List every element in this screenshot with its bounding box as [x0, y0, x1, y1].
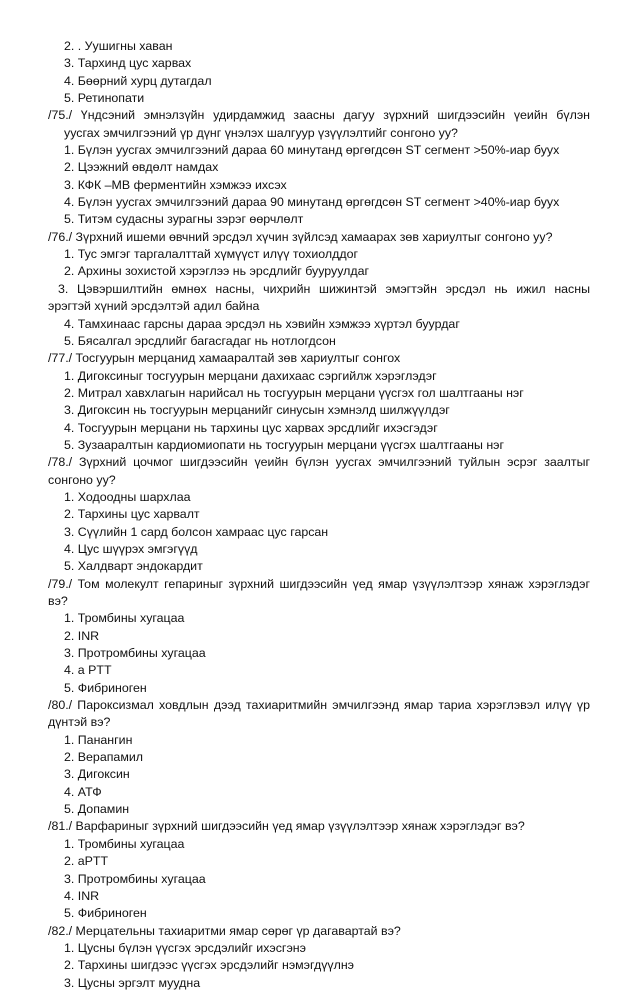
- answer-option: 4. Бөөрний хурц дутагдал: [64, 73, 212, 88]
- question-80: /80./ Пароксизмал ховдлын дээд тахиаритмийн эмчилгээнд ямар тариа хэрэглэвэл илүү үр: [48, 698, 590, 713]
- answer-option: 1. Бүлэн уусгах эмчилгээний дараа 60 минутанд өргөгдсөн ST сегмент >50%-иар буух: [64, 143, 560, 158]
- question-77: /77./ Тосгуурын мерцанид хамааралтай зөв хариултыг сонгох: [48, 351, 401, 366]
- answer-option: 3. Цусны эргэлт муудна: [64, 975, 201, 990]
- question-80-cont: дүнтэй вэ?: [48, 715, 111, 730]
- answer-option: 3. КФК –МВ ферментийн хэмжээ ихсэх: [64, 177, 287, 192]
- answer-option: 1. Тус эмгэг таргалалттай хүмүүст илүү тохиолддог: [64, 247, 358, 262]
- answer-option: 1. Панангин: [64, 732, 133, 747]
- answer-option: 2. INR: [64, 628, 100, 643]
- question-82: /82./ Мерцательны тахиаритми ямар сөрөг үр дагавартай вэ?: [48, 923, 401, 938]
- answer-option: 3. Тархинд цус харвах: [64, 56, 192, 71]
- answer-option: 2. Митрал хавхлагын нарийсал нь тосгуурын мерцани үүсгэх гол шалтгааны нэг: [64, 385, 524, 400]
- question-79: /79./ Том молекулт гепариныг зүрхний шигдээсийн үед ямар үзүүлэлтээр хянаж хэрэглэдэг: [48, 576, 590, 591]
- answer-option: 2. . Уушигны хаван: [64, 39, 173, 53]
- answer-option: 2. Тархины шигдээс үүсгэх эрсдэлийг нэмэгдүүлнэ: [64, 958, 354, 973]
- answer-option: 4. АТФ: [64, 784, 102, 799]
- document-page: [0, 38, 638, 992]
- answer-option: 1. Тромбины хугацаа: [64, 611, 185, 626]
- answer-option: 2. Верапамил: [64, 750, 143, 765]
- answer-option: 5. Титэм судасны зурагны зэрэг өөрчлөлт: [64, 212, 304, 227]
- question-75-cont: уусгах эмчилгээний үр дүнг үнэлэх шалгуур үзүүлэлтийг сонгоно уу?: [64, 125, 458, 140]
- question-79-cont: вэ?: [48, 594, 68, 608]
- answer-option: 1. Ходоодны шархлаа: [64, 489, 191, 504]
- answer-option: 5. Халдварт эндокардит: [64, 559, 203, 574]
- question-76: /76./ Зүрхний ишеми өвчний эрсдэл хүчин зүйлсэд хамаарах зөв хариултыг сонгоно уу?: [48, 229, 553, 244]
- answer-option: 2. Архины зохистой хэрэглээ нь эрсдлийг бууруулдаг: [64, 264, 370, 279]
- answer-option: 5. Ретинопати: [64, 91, 145, 106]
- answer-option: 5. Допамин: [64, 802, 130, 817]
- answer-option: 1. Дигоксиныг тосгуурын мерцани дахихаас сэргийлж хэрэглэдэг: [64, 368, 437, 383]
- answer-option: 5. Фибриноген: [64, 680, 147, 695]
- answer-option: 1. Тромбины хугацаа: [64, 836, 185, 851]
- answer-option: 1. Цусны бүлэн үүсгэх эрсдэлийг ихэсгэнэ: [64, 940, 306, 955]
- question-81: /81./ Варфариныг зүрхний шигдээсийн үед ямар үзүүлэлтээр хянаж хэрэглэдэг вэ?: [48, 819, 525, 834]
- answer-option: 3. Протромбины хугацаа: [64, 871, 206, 886]
- answer-option: 3. Дигоксин: [64, 767, 130, 782]
- answer-option: 3. Протромбины хугацаа: [64, 646, 206, 661]
- answer-option: 4. Тамхинаас гарсны дараа эрсдэл нь хэвийн хэмжээ хүртэл буурдаг: [64, 316, 460, 331]
- answer-option: 5. Фибриноген: [64, 906, 147, 921]
- answer-option-cont: эрэгтэй хүний эрсдэлтэй адил байна: [48, 299, 260, 314]
- answer-option: 4. а PTT: [64, 663, 112, 678]
- question-78-cont: сонгоно уу?: [48, 472, 116, 487]
- answer-option: 3. Дигоксин нь тосгуурын мерцанийг синусын хэмнэлд шилжүүлдэг: [64, 403, 450, 418]
- answer-option: 2. Тархины цус харвалт: [64, 507, 200, 522]
- question-78: /78./ Зүрхний цочмог шигдээсийн үеийн бүлэн уусгах эмчилгээний туйлын эсрэг заалтыг: [48, 455, 590, 470]
- answer-option: 4. INR: [64, 888, 100, 903]
- answer-option: 5. Зузааралтын кардиомиопати нь тосгуурын мерцани үүсгэх шалтгааны нэг: [64, 437, 505, 452]
- answer-option: 3. Цэвэршилтийн өмнөх насны, чихрийн шижинтэй эмэгтэйн эрсдэл нь ижил насны: [58, 281, 590, 296]
- answer-option: 4. Тосгуурын мерцани нь тархины цус харвах эрсдлийг ихэсгэдэг: [64, 420, 438, 435]
- answer-option: 4. Бүлэн уусгах эмчилгээний дараа 90 минутанд өргөгдсөн ST сегмент >40%-иар буух: [64, 195, 560, 210]
- answer-option: 3. Сүүлийн 1 сард болсон хамраас цус гарсан: [64, 524, 329, 539]
- answer-option: 4. Цус шүүрэх эмгэгүүд: [64, 541, 198, 556]
- answer-option: 2. aPTT: [64, 854, 109, 869]
- answer-option: 5. Бясалгал эрсдлийг багасгадаг нь нотлогдсон: [64, 333, 336, 348]
- question-75: /75./ Үндсэний эмнэлзүйн удирдамжид заасны дагуу зүрхний шигдээсийн үеийн бүлэн: [48, 108, 590, 123]
- answer-option: 2. Цээжний өвдөлт намдах: [64, 160, 219, 175]
